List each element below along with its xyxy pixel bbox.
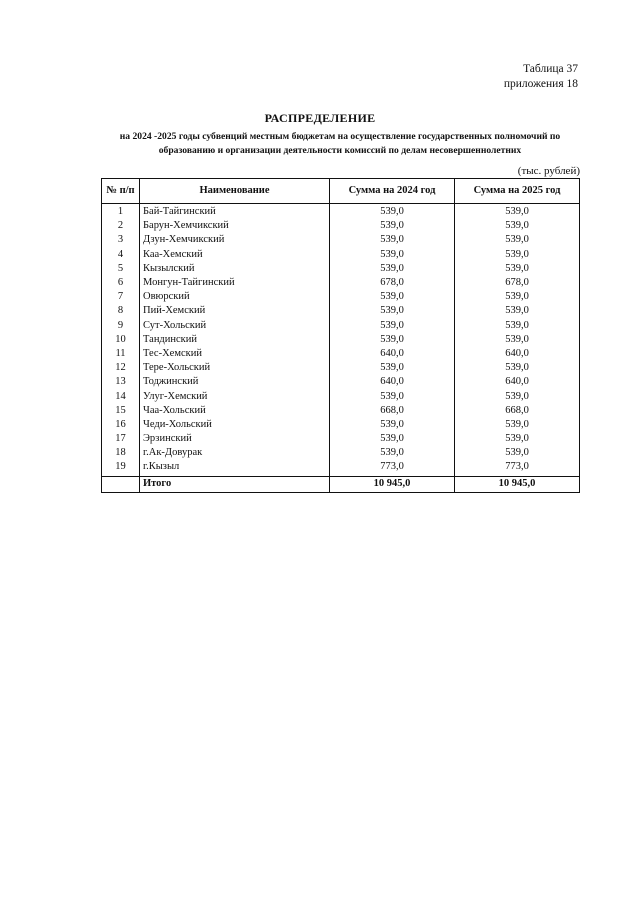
row-number: 14	[102, 389, 140, 403]
row-2025-value: 773,0	[455, 460, 580, 476]
row-2024-value: 539,0	[330, 262, 455, 276]
row-number: 11	[102, 347, 140, 361]
row-2025-value: 678,0	[455, 276, 580, 290]
row-2024-value: 539,0	[330, 233, 455, 247]
row-2024-value: 539,0	[330, 248, 455, 262]
table-row	[102, 418, 580, 432]
row-number: 7	[102, 290, 140, 304]
row-number: 10	[102, 333, 140, 347]
row-number: 3	[102, 233, 140, 247]
row-2025-value: 539,0	[455, 304, 580, 318]
row-2025-value: 539,0	[455, 233, 580, 247]
row-name: Тес-Хемский	[140, 347, 330, 361]
row-2025-value: 539,0	[455, 262, 580, 276]
total-2024: 10 945,0	[330, 476, 455, 492]
table-header-row	[102, 179, 580, 204]
row-number: 2	[102, 219, 140, 233]
row-2025-value: 539,0	[455, 418, 580, 432]
row-2024-value: 640,0	[330, 347, 455, 361]
row-2024-value: 539,0	[330, 389, 455, 403]
row-name: Барун-Хемчикский	[140, 219, 330, 233]
row-2024-value: 539,0	[330, 333, 455, 347]
row-2024-value: 539,0	[330, 361, 455, 375]
row-number: 1	[102, 204, 140, 220]
row-2025-value: 539,0	[455, 319, 580, 333]
row-name: Чеди-Хольский	[140, 418, 330, 432]
column-header-2025: Сумма на 2025 год	[455, 179, 580, 204]
row-number: 16	[102, 418, 140, 432]
row-number: 6	[102, 276, 140, 290]
table-row	[102, 446, 580, 460]
row-number: 17	[102, 432, 140, 446]
table-row	[102, 319, 580, 333]
row-name: Бай-Тайгинский	[140, 204, 330, 220]
table-row	[102, 248, 580, 262]
row-2024-value: 539,0	[330, 319, 455, 333]
row-2025-value: 640,0	[455, 375, 580, 389]
row-2025-value: 539,0	[455, 432, 580, 446]
row-2025-value: 539,0	[455, 446, 580, 460]
table-row	[102, 204, 580, 220]
row-name: г.Кызыл	[140, 460, 330, 476]
table-row	[102, 389, 580, 403]
appendix-number: приложения 18	[503, 78, 578, 90]
row-2025-value: 539,0	[455, 389, 580, 403]
row-name: Улуг-Хемский	[140, 389, 330, 403]
table-row	[102, 432, 580, 446]
row-number: 4	[102, 248, 140, 262]
document-title: РАСПРЕДЕЛЕНИЕ	[264, 111, 376, 125]
row-number: 5	[102, 262, 140, 276]
table-row	[102, 375, 580, 389]
table-row	[102, 404, 580, 418]
row-name: Тоджинский	[140, 375, 330, 389]
row-name: Тандинский	[140, 333, 330, 347]
subtitle-line-2: образованию и организации деятельности комиссий по делам несовершеннолетних	[158, 145, 522, 156]
row-2025-value: 539,0	[455, 333, 580, 347]
row-number: 19	[102, 460, 140, 476]
row-2024-value: 539,0	[330, 304, 455, 318]
table-row	[102, 347, 580, 361]
row-2025-value: 668,0	[455, 404, 580, 418]
column-header-name: Наименование	[140, 179, 330, 204]
row-2025-value: 539,0	[455, 219, 580, 233]
row-2024-value: 678,0	[330, 276, 455, 290]
row-2024-value: 668,0	[330, 404, 455, 418]
table-row	[102, 460, 580, 476]
table-number: Таблица 37	[523, 63, 578, 75]
row-number: 13	[102, 375, 140, 389]
row-2024-value: 640,0	[330, 375, 455, 389]
table-reference	[504, 62, 578, 92]
row-name: Дзун-Хемчикский	[140, 233, 330, 247]
table-body	[102, 204, 580, 477]
row-2024-value: 539,0	[330, 418, 455, 432]
row-number: 8	[102, 304, 140, 318]
row-number: 18	[102, 446, 140, 460]
table-row	[102, 219, 580, 233]
total-2025: 10 945,0	[455, 476, 580, 492]
table-row	[102, 276, 580, 290]
subtitle-line-1: на 2024 -2025 годы субвенций местным бюджетам на осуществление государственных полномочий по	[119, 131, 561, 142]
row-name: Сут-Хольский	[140, 319, 330, 333]
unit-label: (тыс. рублей)	[517, 165, 580, 177]
table-row	[102, 262, 580, 276]
row-number: 15	[102, 404, 140, 418]
document-subtitle	[90, 130, 590, 158]
table-row	[102, 361, 580, 375]
table-row	[102, 304, 580, 318]
column-header-number: № п/п	[102, 179, 140, 204]
row-2025-value: 539,0	[455, 248, 580, 262]
row-2025-value: 539,0	[455, 290, 580, 304]
column-header-2024: Сумма на 2024 год	[330, 179, 455, 204]
row-2025-value: 539,0	[455, 361, 580, 375]
row-2025-value: 640,0	[455, 347, 580, 361]
row-name: Кызылский	[140, 262, 330, 276]
row-name: Пий-Хемский	[140, 304, 330, 318]
row-number: 12	[102, 361, 140, 375]
row-name: Тере-Хольский	[140, 361, 330, 375]
row-name: г.Ак-Довурак	[140, 446, 330, 460]
table-row	[102, 233, 580, 247]
row-2024-value: 773,0	[330, 460, 455, 476]
row-name: Монгун-Тайгинский	[140, 276, 330, 290]
row-name: Эрзинский	[140, 432, 330, 446]
table-total-row	[102, 476, 580, 492]
row-name: Овюрский	[140, 290, 330, 304]
total-number-cell	[102, 476, 140, 492]
table-row	[102, 333, 580, 347]
distribution-table	[101, 178, 580, 493]
row-2024-value: 539,0	[330, 204, 455, 220]
row-2024-value: 539,0	[330, 446, 455, 460]
row-name: Каа-Хемский	[140, 248, 330, 262]
row-2025-value: 539,0	[455, 204, 580, 220]
row-2024-value: 539,0	[330, 432, 455, 446]
row-2024-value: 539,0	[330, 219, 455, 233]
row-name: Чаа-Хольский	[140, 404, 330, 418]
row-number: 9	[102, 319, 140, 333]
table-row	[102, 290, 580, 304]
total-label: Итого	[140, 476, 330, 492]
row-2024-value: 539,0	[330, 290, 455, 304]
